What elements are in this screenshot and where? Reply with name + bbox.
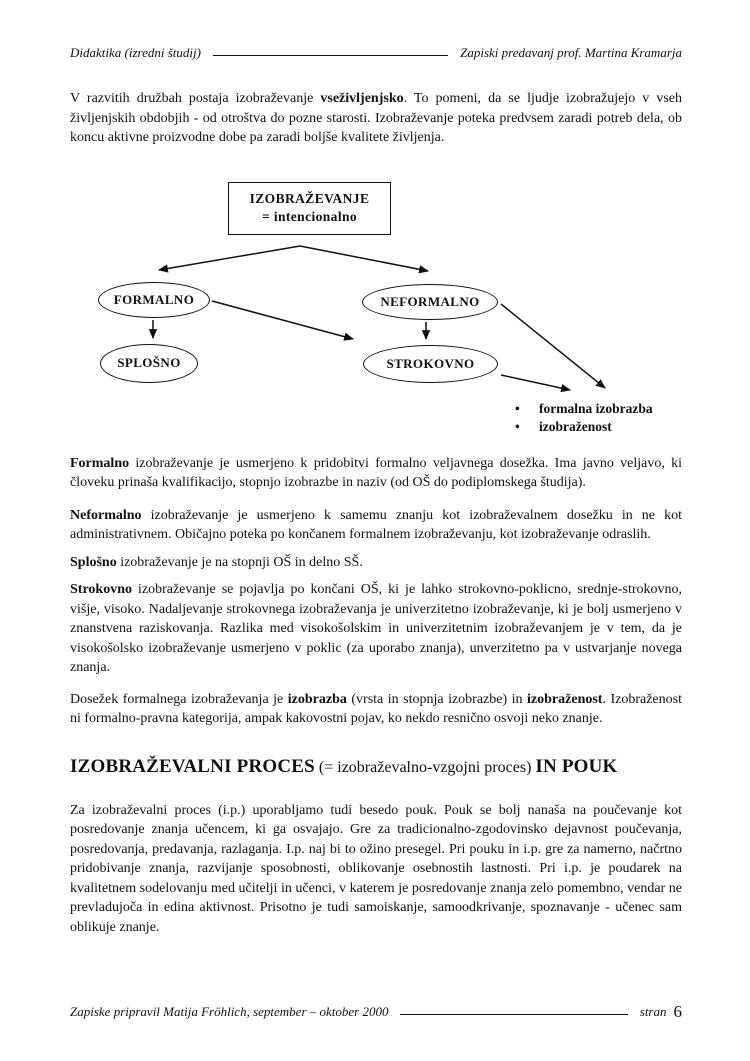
node-neformalno: NEFORMALNO bbox=[362, 284, 498, 320]
node-izobrazevanje-line1: IZOBRAŽEVANJE bbox=[249, 191, 370, 206]
intro-bold-vsezivljenjsko: vseživljenjsko bbox=[320, 91, 404, 106]
paragraph-intro bbox=[70, 89, 682, 148]
dosezek-text-3: . Izobraženost ni formalno-pravna kategorija, ampak kakovostni pojav, ko nekdo resnično osvoji neko znanje. bbox=[70, 691, 682, 726]
paragraph-neformalno bbox=[70, 506, 682, 545]
footer-rule bbox=[400, 1014, 627, 1015]
heading-bold-1: IZOBRAŽEVALNI PROCES bbox=[70, 755, 315, 777]
intro-text-post: . To pomeni, da se ljudje izobražujejo v vseh življenjskih obdobjih - od otroštva do pozne starosti. Izobraževanje poteka predvsem zaradi potreb dela, ob koncu aktivne proizvodne dobe pa zaradi boljše kvalitete življenja. bbox=[70, 91, 683, 145]
bullet-icon: • bbox=[515, 419, 520, 434]
intro-text-pre: V razvitih družbah postaja izobraževanje bbox=[70, 91, 321, 106]
paragraph-formalno-lead: Formalno bbox=[70, 455, 130, 471]
header-rule bbox=[213, 55, 448, 56]
paragraph-splosno bbox=[70, 553, 682, 573]
page-header bbox=[70, 45, 682, 61]
outcome-label: izobraženost bbox=[539, 419, 612, 434]
arrow-neformalno-to-outcomes bbox=[501, 304, 605, 388]
paragraph-strokovno-text: izobraževanje se pojavlja po končani OŠ, ki je lahko strokovno-poklicno, srednje-strokovno, višje, visoko. Nadaljevanje strokovnega izobraževanja je univerzitetno izobraževanje, ki je bolj usmerjeno v znanstvena raziskovanja. Razlika med visokošolskim in univerzitetnim izobraževanjem je v tem, da je visokošolsko izobraževanje usmerjeno v poklic (za uporabo znanja), unverzitetno pa v ustvarjanje novega znanja. bbox=[70, 582, 682, 675]
outcome-label: formalna izobrazba bbox=[539, 400, 653, 416]
header-course-title: Didaktika (izredni študij) bbox=[70, 45, 201, 60]
paragraph-neformalno-lead: Neformalno bbox=[70, 507, 142, 523]
dosezek-text-2: (vrsta in stopnja izobrazbe) in bbox=[346, 691, 528, 707]
section-heading-izobrazevalni-proces bbox=[70, 754, 682, 781]
bullet-icon: • bbox=[515, 400, 520, 416]
paragraph-splosno-text: izobraževanje je na stopnji OŠ in delno SŠ. bbox=[116, 554, 363, 570]
node-izobrazevanje-line2: = intencionalno bbox=[261, 209, 358, 224]
node-izobrazevanje bbox=[228, 182, 391, 235]
dosezek-text-1: Dosežek formalnega izobraževanja je bbox=[70, 691, 288, 707]
arrow-formalno-to-strokovno bbox=[212, 301, 353, 339]
node-strokovno: STROKOVNO bbox=[363, 345, 498, 383]
paragraph-strokovno bbox=[70, 580, 682, 678]
page-footer bbox=[70, 1002, 682, 1022]
arrow-strokovno-to-outcomes bbox=[501, 375, 570, 390]
footer-page-label: stran bbox=[639, 1004, 667, 1019]
outcome-item-izobrazenost bbox=[515, 418, 653, 437]
paragraph-splosno-lead: Splošno bbox=[70, 554, 117, 570]
header-lecture-title: Zapiski predavanj prof. Martina Kramarja bbox=[460, 45, 682, 60]
heading-parenthetical: (= izobraževalno-vzgojni proces) bbox=[314, 758, 536, 776]
node-splosno: SPLOŠNO bbox=[100, 344, 198, 383]
dosezek-bold-izobrazenost: izobraženost bbox=[527, 691, 603, 707]
paragraph-pouk bbox=[70, 801, 682, 938]
paragraph-strokovno-lead: Strokovno bbox=[70, 582, 132, 597]
paragraph-formalno bbox=[70, 454, 682, 493]
footer-author-text: Zapiske pripravil Matija Fröhlich, september – oktober 2000 bbox=[70, 1004, 389, 1019]
paragraph-dosezek bbox=[70, 690, 682, 729]
paragraph-formalno-text: izobraževanje je usmerjeno k pridobitvi formalno veljavnega dosežka. Ima javno veljavo, ki človeku prinaša kvalifikacijo, stopnjo izobrazbe in naziv (od OŠ do podiplomskega študija). bbox=[70, 455, 682, 490]
arrow-root-to-formalno bbox=[159, 246, 300, 270]
arrow-root-to-neformalno bbox=[300, 246, 428, 271]
paragraph-neformalno-text: izobraževanje je usmerjeno k samemu znanju kot izobraževalnem dosežku in ne kot administrativnem. Običajno poteka po končanem formalnem izobraževanju, kot izobraževanje odraslih. bbox=[70, 507, 682, 542]
education-diagram bbox=[70, 179, 682, 447]
footer-page-number: 6 bbox=[673, 1002, 682, 1021]
dosezek-bold-izobrazba: izobrazba bbox=[287, 691, 347, 707]
diagram-outcomes-list bbox=[515, 400, 653, 437]
node-formalno: FORMALNO bbox=[98, 282, 210, 318]
heading-bold-2: IN POUK bbox=[535, 755, 618, 777]
pouk-text: Za izobraževalni proces (i.p.) uporabljamo tudi besedo pouk. Pouk se bolj nanaša na poučevanje kot posredovanje znanja učencem, ki ga osvajajo. Gre za tradicionalno-zgodovinsko dejavnost poučevanja, posredovanja, predavanja, razlaganja. I.p. naj bi to ožino presegel. Pri pouku in i.p. gre za namerno, načrtno pridobivanje znanja, razvijanje sposobnosti, oblikovanje osebnostih lastnosti. Pri i.p. je poudarek na kvalitetnem sodelovanju med učitelji in učenci, v katerem je posredovanje znanja zelo pomembno, vendar ne prevladujoča in edina aktivnost. Prisotno je tudi samoiskanje, samoodkrivanje, spoznavanje - učenec sam oblikuje znanje. bbox=[70, 802, 682, 935]
outcome-item-formalna-izobrazba bbox=[515, 400, 653, 419]
